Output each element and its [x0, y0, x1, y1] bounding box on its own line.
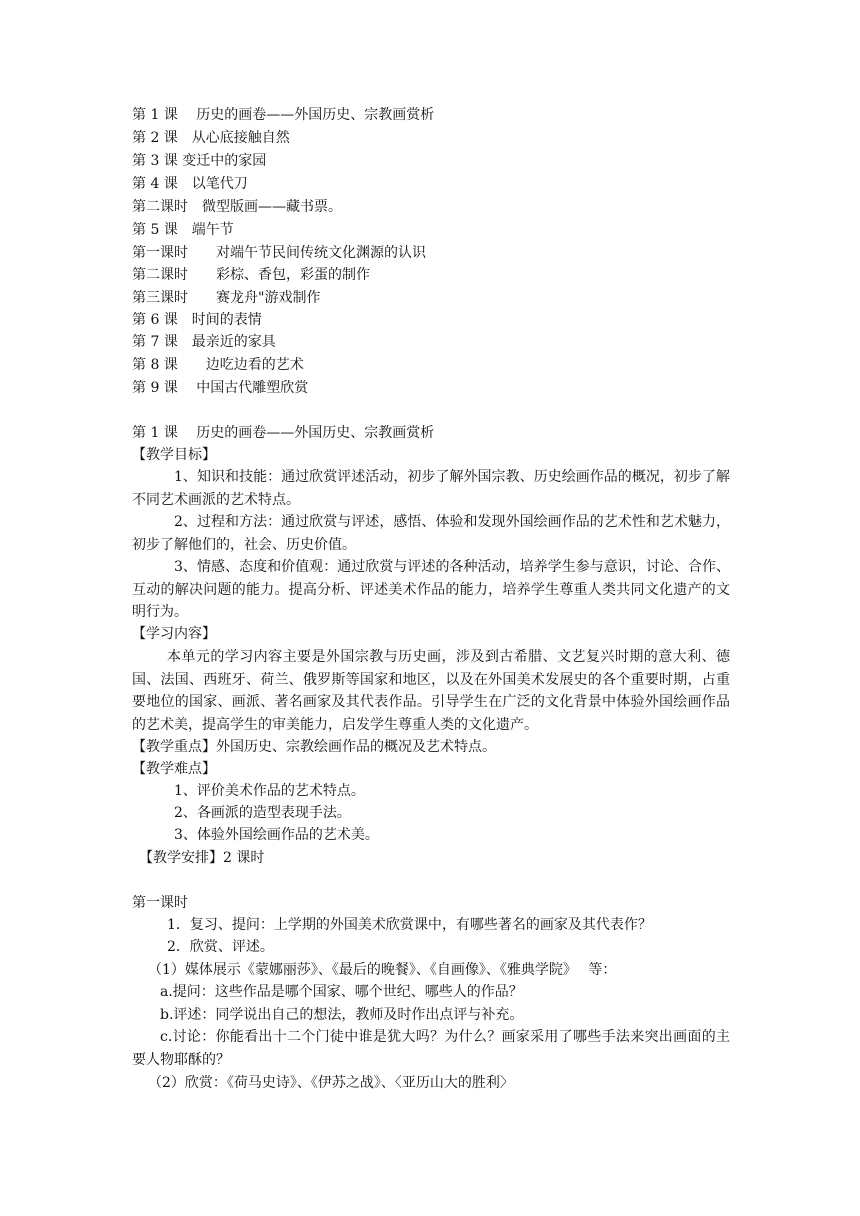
content-heading: 【学习内容】 [132, 626, 216, 642]
sub-step-question: a.提问：这些作品是哪个国家、哪个世纪、哪些人的作品？ [160, 984, 523, 1000]
difficulty-item-3: 3、体验外国绘画作品的艺术美。 [174, 827, 379, 843]
period-heading: 第一课时 [132, 895, 188, 911]
lesson-title: 第 1 课 历史的画卷——外国历史、宗教画赏析 [132, 425, 435, 441]
goals-heading: 【教学目标】 [132, 447, 216, 463]
sub-step-discuss: c.讨论：你能看出十二个门徒中谁是犹大吗？为什么？画家采用了哪些手法来突出画面的主要人物耶酥的？ [132, 1029, 730, 1068]
sub-step-media: （1）媒体展示《蒙娜丽莎》、《最后的晚餐》、《自画像》、《雅典学院》 等： [148, 962, 617, 978]
toc-item-lesson-7: 第 7 课 最亲近的家具 [132, 334, 276, 350]
difficulty-item-1: 1、评价美术作品的艺术特点。 [174, 783, 365, 799]
toc-item-period-2: 第二课时 微型版画——藏书票。 [132, 199, 342, 215]
toc-item-lesson-4: 第 4 课 以笔代刀 [132, 176, 248, 192]
sub-step-comment: b.评述：同学说出自己的想法，教师及时作出点评与补充。 [160, 1007, 524, 1023]
arrangement: 【教学安排】2 课时 [139, 850, 265, 866]
toc-item-period-1: 第一课时 对端午节民间传统文化渊源的认识 [132, 245, 426, 261]
goal-process: 2、过程和方法：通过欣赏与评述，感悟、体验和发现外国绘画作品的艺术性和艺术魅力，初步了解他们的，社会、历史价值。 [132, 514, 730, 553]
toc-item-period-2b: 第二课时 彩棕、香包，彩蛋的制作 [132, 267, 370, 283]
toc-item-lesson-2: 第 2 课 从心底接触自然 [132, 130, 290, 146]
sub-step-appreciate: （2）欣赏：《荷马史诗》、《伊苏之战》、〈亚历山大的胜利〉 [148, 1075, 514, 1091]
content-text: 本单元的学习内容主要是外国宗教与历史画，涉及到古希腊、文艺复兴时期的意大利、德国、法国、西班牙、荷兰、俄罗斯等国家和地区，以及在外国美术发展史的各个重要时期，占重要地位的国家、画派、著名画家及其代表作品。引导学生在广泛的文化背景中体验外国绘画作品的艺术美，提高学生的审美能力，启发学生尊重人类的文化遗产。 [132, 649, 730, 733]
goal-attitude: 3、情感、态度和价值观：通过欣赏与评述的各种活动，培养学生参与意识，讨论、合作、互动的解决问题的能力。提高分析、评述美术作品的能力，培养学生尊重人类共同文化遗产的文明行为。 [132, 559, 730, 620]
toc-item-lesson-3: 第 3 课 变迁中的家园 [132, 153, 267, 169]
toc-item-lesson-1: 第 1 课 历史的画卷——外国历史、宗教画赏析 [132, 107, 435, 123]
toc-item-lesson-5: 第 5 课 端午节 [132, 222, 234, 238]
toc-item-lesson-6: 第 6 课 时间的表情 [132, 312, 262, 328]
goal-knowledge: 1、知识和技能：通过欣赏评述活动，初步了解外国宗教、历史绘画作品的概况，初步了解不同艺术画派的艺术特点。 [132, 469, 730, 508]
toc-item-lesson-9: 第 9 课 中国古代雕塑欣赏 [132, 380, 309, 396]
toc-item-lesson-8: 第 8 课 边吃边看的艺术 [132, 357, 304, 373]
step-appreciate: 2．欣赏、评述。 [167, 939, 274, 955]
difficulty-item-2: 2、各画派的造型表现手法。 [174, 805, 351, 821]
toc-item-period-3: 第三课时 赛龙舟"游戏制作 [132, 290, 321, 306]
step-review: 1．复习、提问：上学期的外国美术欣赏课中，有哪些著名的画家及其代表作？ [167, 917, 652, 933]
key-points: 【教学重点】外国历史、宗教绘画作品的概况及艺术特点。 [132, 739, 496, 755]
difficulty-heading: 【教学难点】 [132, 761, 216, 777]
